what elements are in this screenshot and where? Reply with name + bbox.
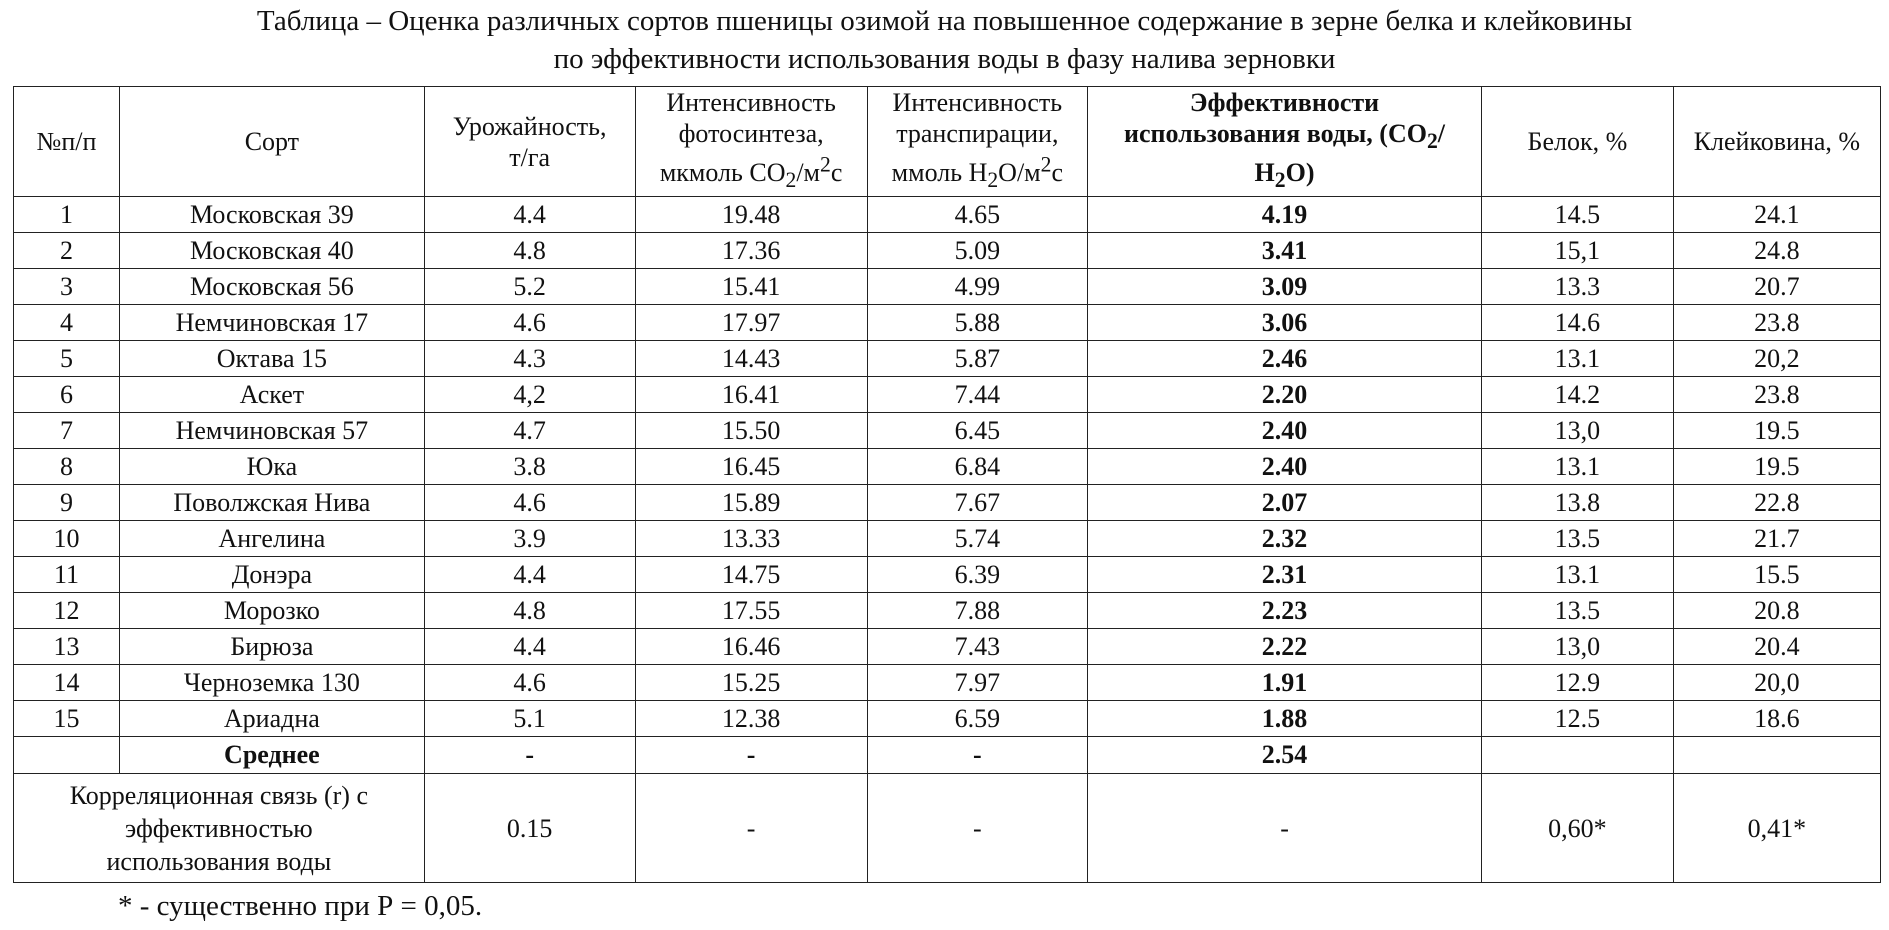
gluten-value: 20.8 — [1673, 593, 1880, 629]
variety-name: Ариадна — [119, 701, 424, 737]
variety-name: Московская 39 — [119, 197, 424, 233]
transpiration-value: 7.88 — [867, 593, 1087, 629]
row-number: 13 — [14, 629, 120, 665]
average-label: Среднее — [119, 737, 424, 774]
average-empty-cell — [14, 737, 120, 774]
table-row — [14, 233, 1881, 269]
transpiration-value: 4.99 — [867, 269, 1087, 305]
gluten-value: 21.7 — [1673, 521, 1880, 557]
header-num: №п/п — [14, 87, 120, 197]
transpiration-value: 6.59 — [867, 701, 1087, 737]
transpiration-value: 5.88 — [867, 305, 1087, 341]
protein-value: 13,0 — [1482, 413, 1674, 449]
variety-name: Морозко — [119, 593, 424, 629]
correlation-yield: 0.15 — [424, 774, 635, 883]
water-efficiency-value: 2.07 — [1087, 485, 1481, 521]
row-number: 12 — [14, 593, 120, 629]
protein-value: 12.5 — [1482, 701, 1674, 737]
protein-value: 14.6 — [1482, 305, 1674, 341]
variety-name: Донэра — [119, 557, 424, 593]
row-number: 1 — [14, 197, 120, 233]
photosynthesis-value: 17.55 — [635, 593, 867, 629]
photosynthesis-value: 14.43 — [635, 341, 867, 377]
gluten-value: 23.8 — [1673, 377, 1880, 413]
gluten-value: 18.6 — [1673, 701, 1880, 737]
header-photosynthesis — [635, 87, 867, 197]
row-number: 2 — [14, 233, 120, 269]
transpiration-value: 5.09 — [867, 233, 1087, 269]
header-protein: Белок, % — [1482, 87, 1674, 197]
table-row — [14, 701, 1881, 737]
water-efficiency-value: 1.91 — [1087, 665, 1481, 701]
correlation-trans: - — [867, 774, 1087, 883]
average-eff: 2.54 — [1087, 737, 1481, 774]
table-row — [14, 521, 1881, 557]
photosynthesis-value: 16.46 — [635, 629, 867, 665]
gluten-value: 24.8 — [1673, 233, 1880, 269]
variety-name: Октава 15 — [119, 341, 424, 377]
average-gluten — [1673, 737, 1880, 774]
gluten-value: 19.5 — [1673, 449, 1880, 485]
yield-value: 4.4 — [424, 197, 635, 233]
row-number: 11 — [14, 557, 120, 593]
gluten-value: 22.8 — [1673, 485, 1880, 521]
gluten-value: 20,2 — [1673, 341, 1880, 377]
transpiration-value: 7.97 — [867, 665, 1087, 701]
correlation-eff: - — [1087, 774, 1481, 883]
header-yield-line1: Урожайность, — [452, 111, 607, 141]
protein-value: 13.1 — [1482, 557, 1674, 593]
caption-line-1: Таблица – Оценка различных сортов пшеницы озимой на повышенное содержание в зерне белка и клейковины — [256, 5, 1633, 37]
water-efficiency-value: 2.23 — [1087, 593, 1481, 629]
photosynthesis-value: 15.50 — [635, 413, 867, 449]
average-trans: - — [867, 737, 1087, 774]
variety-name: Московская 40 — [119, 233, 424, 269]
row-number: 7 — [14, 413, 120, 449]
caption-line-2: по эффективности использования воды в фазу налива зерновки — [553, 43, 1336, 75]
yield-value: 4.4 — [424, 557, 635, 593]
table-row — [14, 629, 1881, 665]
table-row — [14, 269, 1881, 305]
variety-name: Аскет — [119, 377, 424, 413]
table-row — [14, 665, 1881, 701]
average-photo: - — [635, 737, 867, 774]
gluten-value: 20.4 — [1673, 629, 1880, 665]
header-row — [14, 87, 1881, 197]
header-gluten: Клейковина, % — [1673, 87, 1880, 197]
header-photo-unit: мкмоль $CO_2/м^2с$ — [659, 152, 843, 193]
correlation-label: Корреляционная связь (r) с эффективностью использования воды — [14, 774, 425, 883]
row-number: 14 — [14, 665, 120, 701]
gluten-value: 23.8 — [1673, 305, 1880, 341]
yield-value: 3.9 — [424, 521, 635, 557]
water-efficiency-value: 3.06 — [1087, 305, 1481, 341]
protein-value: 13.5 — [1482, 521, 1674, 557]
protein-value: 13.5 — [1482, 593, 1674, 629]
gluten-value: 20.7 — [1673, 269, 1880, 305]
variety-name: Московская 56 — [119, 269, 424, 305]
variety-name: Юка — [119, 449, 424, 485]
yield-value: 4.6 — [424, 305, 635, 341]
header-transpiration — [867, 87, 1087, 197]
transpiration-value: 7.43 — [867, 629, 1087, 665]
protein-value: 12.9 — [1482, 665, 1674, 701]
transpiration-value: 5.74 — [867, 521, 1087, 557]
yield-value: 4.8 — [424, 233, 635, 269]
average-row — [14, 737, 1881, 774]
table-row — [14, 305, 1881, 341]
row-number: 3 — [14, 269, 120, 305]
correlation-row — [14, 774, 1881, 883]
row-number: 8 — [14, 449, 120, 485]
table-row — [14, 485, 1881, 521]
photosynthesis-value: 19.48 — [635, 197, 867, 233]
transpiration-value: 6.84 — [867, 449, 1087, 485]
photosynthesis-value: 15.89 — [635, 485, 867, 521]
header-eff-line3: $H_2O$) — [1254, 158, 1315, 193]
row-number: 9 — [14, 485, 120, 521]
average-protein — [1482, 737, 1674, 774]
row-number: 6 — [14, 377, 120, 413]
table-row — [14, 413, 1881, 449]
yield-value: 4.6 — [424, 665, 635, 701]
header-yield — [424, 87, 635, 197]
transpiration-value: 5.87 — [867, 341, 1087, 377]
yield-value: 5.1 — [424, 701, 635, 737]
table-row — [14, 557, 1881, 593]
transpiration-value: 4.65 — [867, 197, 1087, 233]
header-trans-line2: транспирации, — [896, 119, 1059, 149]
variety-name: Ангелина — [119, 521, 424, 557]
transpiration-value: 7.67 — [867, 485, 1087, 521]
variety-name: Немчиновская 17 — [119, 305, 424, 341]
protein-value: 14.2 — [1482, 377, 1674, 413]
photosynthesis-value: 16.45 — [635, 449, 867, 485]
yield-value: 4.7 — [424, 413, 635, 449]
water-efficiency-value: 1.88 — [1087, 701, 1481, 737]
header-photo-line2: фотосинтеза, — [678, 119, 824, 149]
header-photo-line1: Интенсивность — [666, 88, 836, 118]
photosynthesis-value: 12.38 — [635, 701, 867, 737]
header-eff-line1: Эффективности — [1189, 88, 1380, 117]
variety-name: Черноземка 130 — [119, 665, 424, 701]
photosynthesis-value: 17.36 — [635, 233, 867, 269]
wheat-varieties-table — [13, 86, 1881, 883]
variety-name: Бирюза — [119, 629, 424, 665]
table-row — [14, 377, 1881, 413]
photosynthesis-value: 16.41 — [635, 377, 867, 413]
water-efficiency-value: 3.09 — [1087, 269, 1481, 305]
header-trans-unit: ммоль $H_2O/м^2с$ — [891, 152, 1063, 193]
photosynthesis-value: 15.25 — [635, 665, 867, 701]
water-efficiency-value: 2.20 — [1087, 377, 1481, 413]
correlation-photo: - — [635, 774, 867, 883]
yield-value: 3.8 — [424, 449, 635, 485]
correlation-protein: 0,60* — [1482, 774, 1674, 883]
protein-value: 15,1 — [1482, 233, 1674, 269]
row-number: 5 — [14, 341, 120, 377]
protein-value: 13,0 — [1482, 629, 1674, 665]
water-efficiency-value: 2.32 — [1087, 521, 1481, 557]
water-efficiency-value: 4.19 — [1087, 197, 1481, 233]
variety-name: Поволжская Нива — [119, 485, 424, 521]
yield-value: 4,2 — [424, 377, 635, 413]
photosynthesis-value: 17.97 — [635, 305, 867, 341]
header-trans-line1: Интенсивность — [892, 88, 1063, 118]
water-efficiency-value: 2.46 — [1087, 341, 1481, 377]
photosynthesis-value: 15.41 — [635, 269, 867, 305]
header-eff-line2: использования воды, ($CO_2/$ — [1124, 119, 1446, 154]
yield-value: 4.3 — [424, 341, 635, 377]
water-efficiency-value: 2.40 — [1087, 449, 1481, 485]
header-yield-line2: т/га — [509, 142, 551, 172]
water-efficiency-value: 2.22 — [1087, 629, 1481, 665]
table-row — [14, 197, 1881, 233]
footnote: * - существенно при Р = 0,05. — [118, 890, 483, 922]
average-yield: - — [424, 737, 635, 774]
gluten-value: 19.5 — [1673, 413, 1880, 449]
protein-value: 13.1 — [1482, 341, 1674, 377]
protein-value: 13.3 — [1482, 269, 1674, 305]
protein-value: 14.5 — [1482, 197, 1674, 233]
gluten-value: 20,0 — [1673, 665, 1880, 701]
transpiration-value: 6.39 — [867, 557, 1087, 593]
yield-value: 4.8 — [424, 593, 635, 629]
water-efficiency-value: 3.41 — [1087, 233, 1481, 269]
water-efficiency-value: 2.40 — [1087, 413, 1481, 449]
gluten-value: 15.5 — [1673, 557, 1880, 593]
table-row — [14, 593, 1881, 629]
yield-value: 4.6 — [424, 485, 635, 521]
yield-value: 4.4 — [424, 629, 635, 665]
table-caption — [0, 2, 1889, 78]
protein-value: 13.1 — [1482, 449, 1674, 485]
water-efficiency-value: 2.31 — [1087, 557, 1481, 593]
header-water-efficiency — [1087, 87, 1481, 197]
variety-name: Немчиновская 57 — [119, 413, 424, 449]
table-row — [14, 449, 1881, 485]
photosynthesis-value: 14.75 — [635, 557, 867, 593]
row-number: 10 — [14, 521, 120, 557]
table-row — [14, 341, 1881, 377]
photosynthesis-value: 13.33 — [635, 521, 867, 557]
correlation-gluten: 0,41* — [1673, 774, 1880, 883]
row-number: 4 — [14, 305, 120, 341]
transpiration-value: 6.45 — [867, 413, 1087, 449]
transpiration-value: 7.44 — [867, 377, 1087, 413]
gluten-value: 24.1 — [1673, 197, 1880, 233]
header-variety: Сорт — [119, 87, 424, 197]
yield-value: 5.2 — [424, 269, 635, 305]
row-number: 15 — [14, 701, 120, 737]
protein-value: 13.8 — [1482, 485, 1674, 521]
